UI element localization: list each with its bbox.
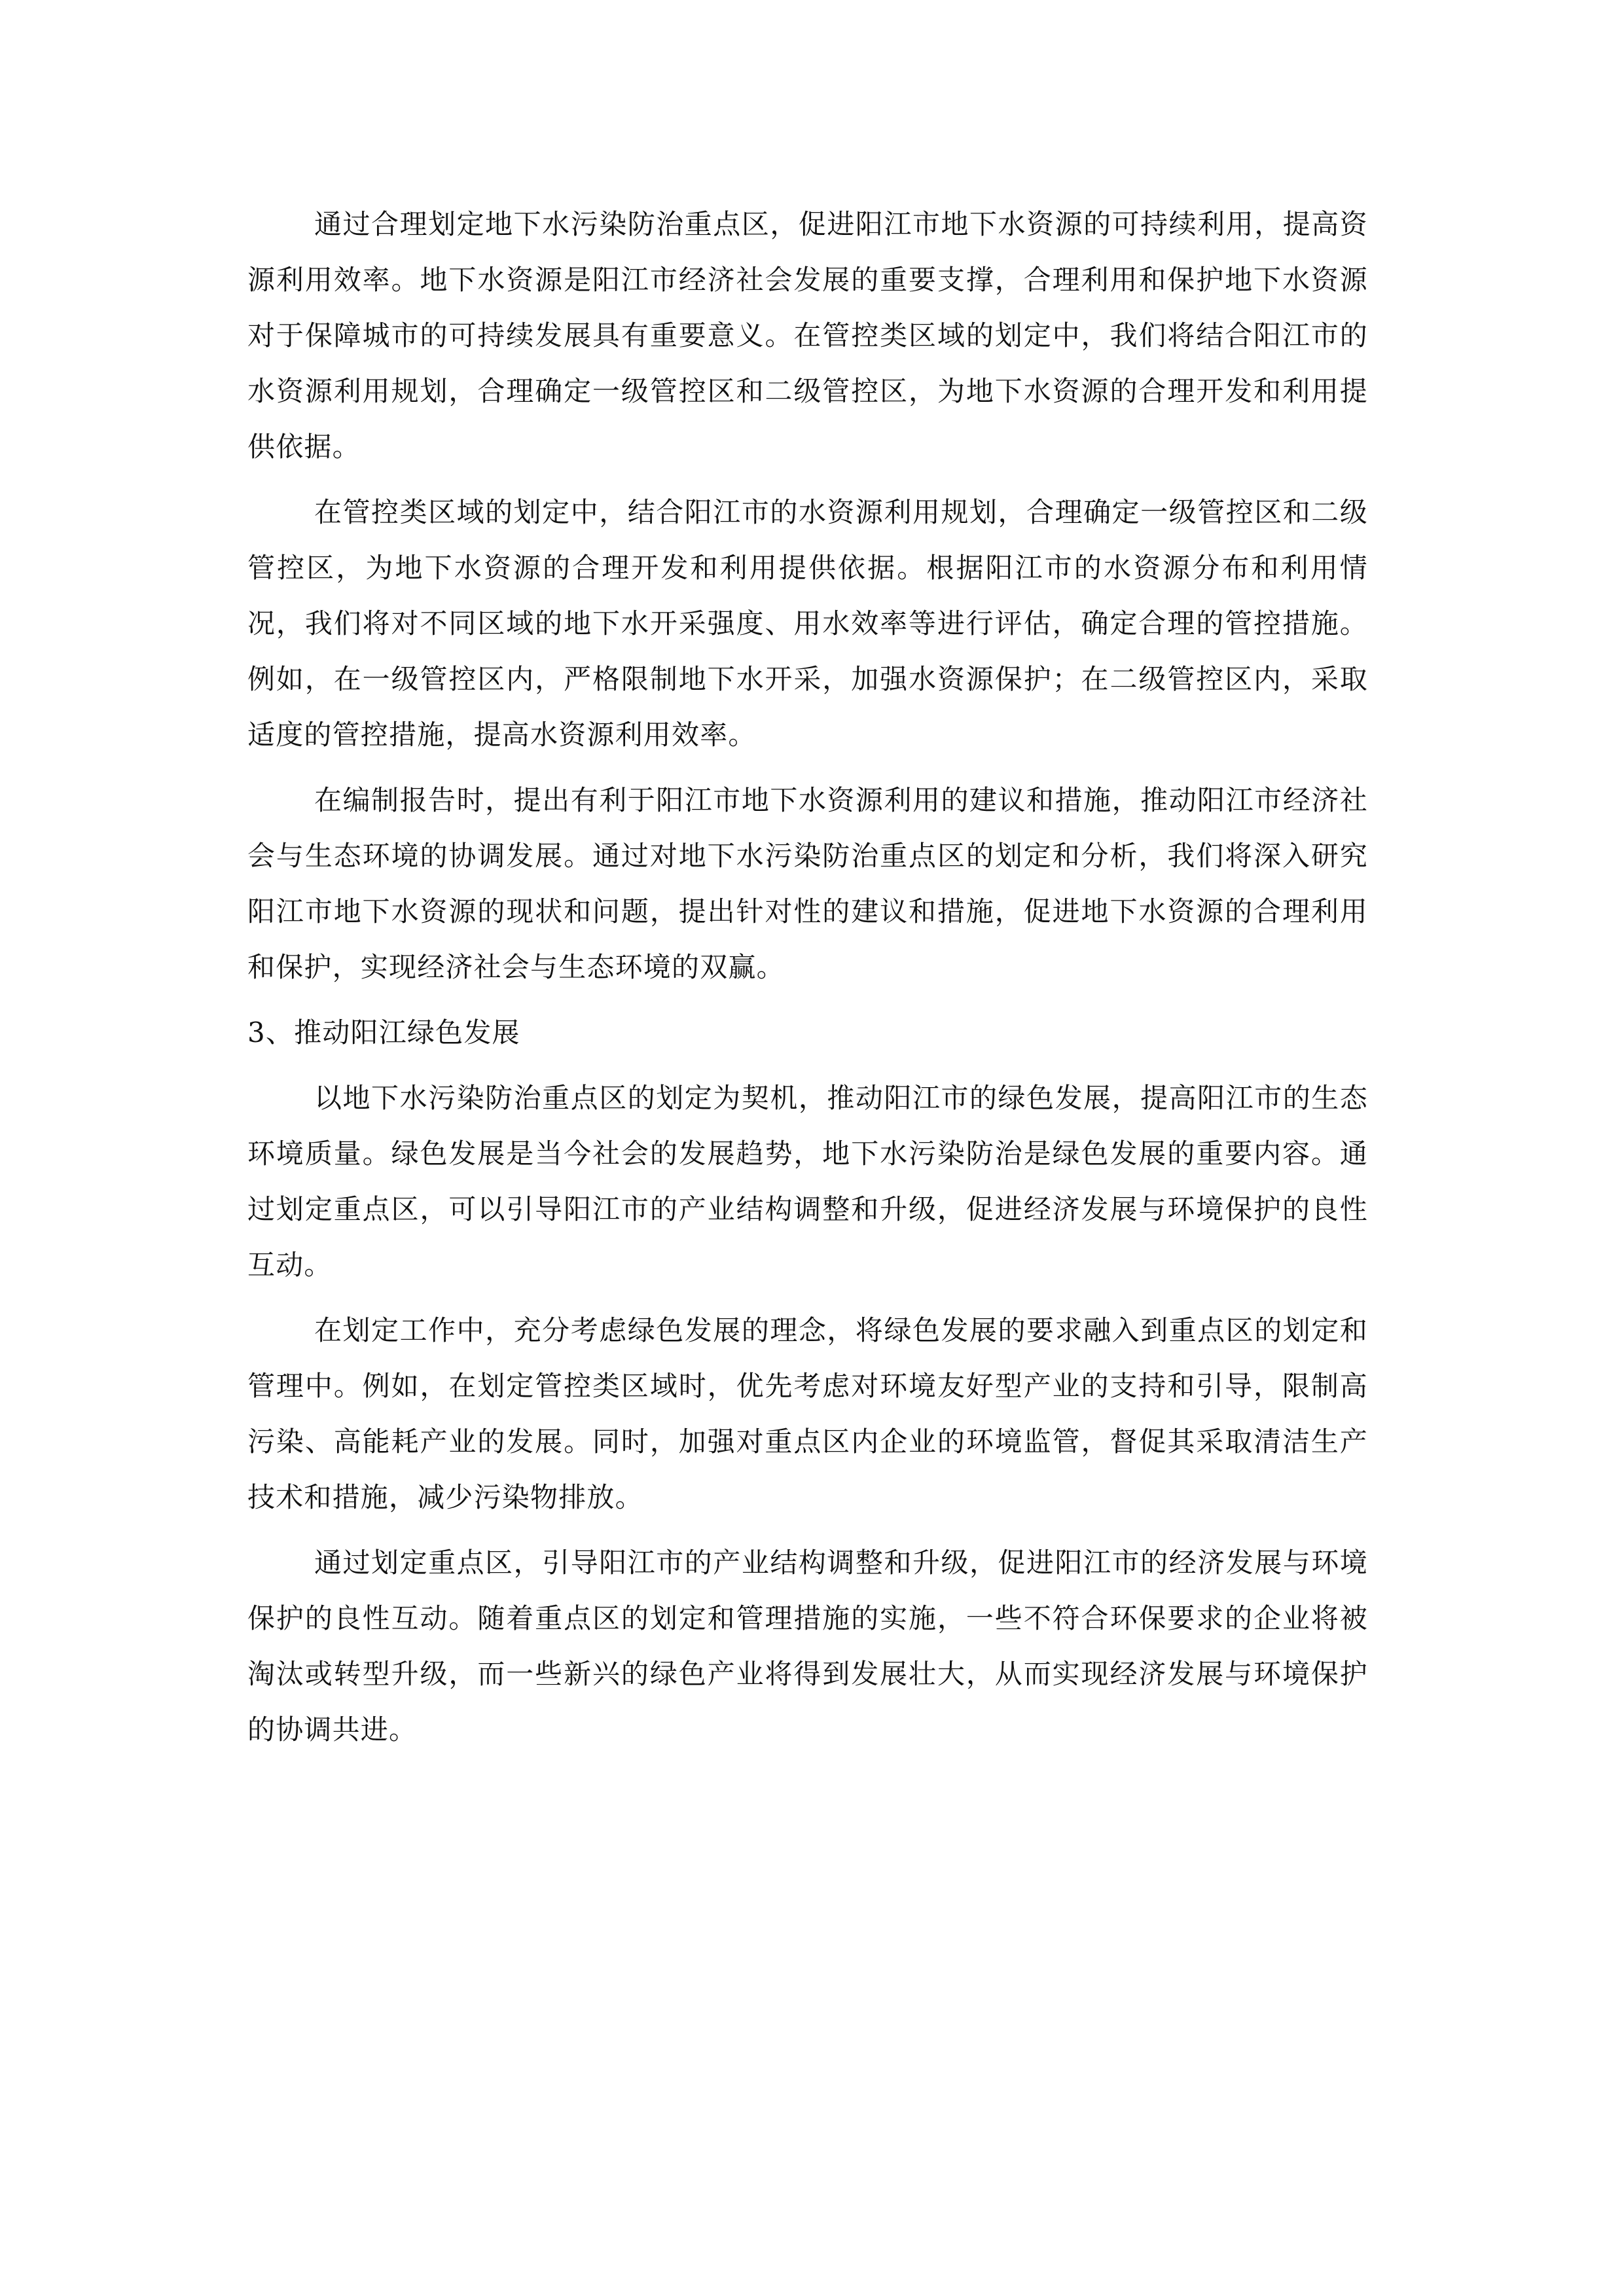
paragraph: 在管控类区域的划定中，结合阳江市的水资源利用规划，合理确定一级管控区和二级管控区，为地下水资源的合理开发和利用提供依据。根据阳江市的水资源分布和利用情况，我们将对不同区域的地下水开采强度、用水效率等进行评估，确定合理的管控措施。例如，在一级管控区内，严格限制地下水开采，加强水资源保护；在二级管控区内，采取适度的管控措施，提高水资源利用效率。	[247, 496, 1368, 751]
section-heading: 3、推动阳江绿色发展	[247, 1016, 520, 1049]
paragraph: 通过划定重点区，引导阳江市的产业结构调整和升级，促进阳江市的经济发展与环境保护的良性互动。随着重点区的划定和管理措施的实施，一些不符合环保要求的企业将被淘汰或转型升级，而一些新兴的绿色产业将得到发展壮大，从而实现经济发展与环境保护的协调共进。	[247, 1547, 1368, 1746]
paragraph: 通过合理划定地下水污染防治重点区，促进阳江市地下水资源的可持续利用，提高资源利用效率。地下水资源是阳江市经济社会发展的重要支撑，合理利用和保护地下水资源对于保障城市的可持续发展具有重要意义。在管控类区域的划定中，我们将结合阳江市的水资源利用规划，合理确定一级管控区和二级管控区，为地下水资源的合理开发和利用提供依据。	[247, 208, 1368, 463]
paragraph: 在编制报告时，提出有利于阳江市地下水资源利用的建议和措施，推动阳江市经济社会与生态环境的协调发展。通过对地下水污染防治重点区的划定和分析，我们将深入研究阳江市地下水资源的现状和问题，提出针对性的建议和措施，促进地下水资源的合理利用和保护，实现经济社会与生态环境的双赢。	[247, 784, 1368, 983]
paragraph: 以地下水污染防治重点区的划定为契机，推动阳江市的绿色发展，提高阳江市的生态环境质量。绿色发展是当今社会的发展趋势，地下水污染防治是绿色发展的重要内容。通过划定重点区，可以引导阳江市的产业结构调整和升级，促进经济发展与环境保护的良性互动。	[247, 1082, 1368, 1281]
paragraph: 在划定工作中，充分考虑绿色发展的理念，将绿色发展的要求融入到重点区的划定和管理中。例如，在划定管控类区域时，优先考虑对环境友好型产业的支持和引导，限制高污染、高能耗产业的发展。同时，加强对重点区内企业的环境监管，督促其采取清洁生产技术和措施，减少污染物排放。	[247, 1314, 1368, 1513]
document-body	[247, 196, 1368, 1767]
